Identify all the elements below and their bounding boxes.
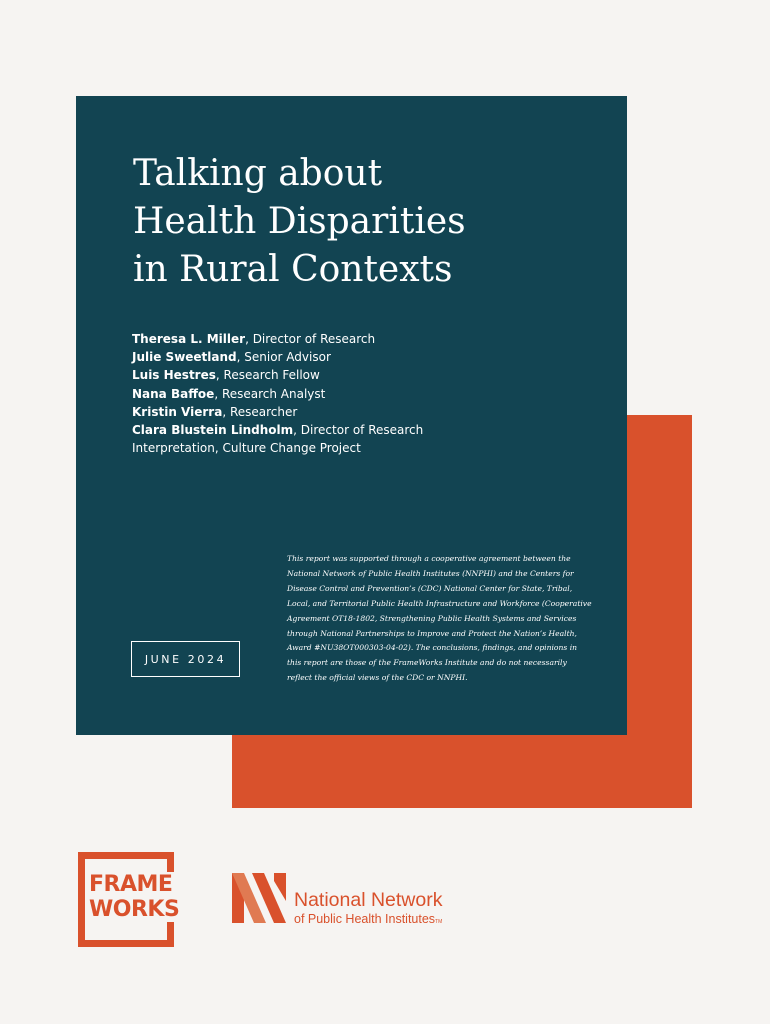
- frameworks-line-2: WORKS: [89, 897, 180, 922]
- nnphi-wordmark: [294, 889, 442, 930]
- trademark-symbol: TM: [435, 919, 443, 925]
- author-row: [132, 366, 562, 384]
- author-name: Theresa L. Miller: [132, 332, 246, 346]
- author-role: , Research Fellow: [215, 368, 320, 383]
- report-title: [133, 150, 553, 294]
- author-row: [132, 348, 562, 366]
- author-list: [132, 330, 562, 457]
- author-name: Luis Hestres: [132, 368, 216, 383]
- author-row: [132, 330, 562, 348]
- author-role: , Research Analyst: [214, 386, 326, 401]
- frameworks-line-1: FRAME: [89, 872, 173, 897]
- title-line-1: Talking about: [133, 153, 383, 194]
- author-role: , Senior Advisor: [236, 350, 331, 365]
- author-row: [132, 421, 562, 439]
- nnphi-logo-mark-icon: [230, 873, 288, 923]
- nnphi-name-line-1: National Network: [294, 889, 443, 911]
- author-role-continuation: Interpretation, Culture Change Project: [132, 441, 361, 456]
- author-name: Nana Baffoe: [132, 386, 215, 401]
- nnphi-name-line-2-text: of Public Health Institutes: [294, 912, 436, 926]
- author-row: [132, 403, 562, 421]
- nnphi-name-line-2: [294, 911, 442, 930]
- author-name: Clara Blustein Lindholm: [132, 423, 294, 438]
- author-row: [132, 385, 562, 403]
- author-role: , Director of Research: [245, 332, 376, 346]
- frameworks-logo: [78, 852, 180, 947]
- publication-date-badge: JUNE 2024: [131, 641, 240, 677]
- frameworks-wordmark: [89, 872, 183, 922]
- cover-panel: [76, 96, 627, 735]
- author-role: , Director of Research: [293, 423, 424, 438]
- author-name: Julie Sweetland: [132, 350, 237, 365]
- author-name: Kristin Vierra: [132, 404, 223, 419]
- title-line-3: in Rural Contexts: [133, 249, 453, 290]
- funding-disclaimer: This report was supported through a cooperative agreement between the National Network of Public Health Institutes (NNPHI) and the Centers for Disease Control and Prevention’s (CDC) National Center for State, Tribal, Local, and Territorial Public Health Infrastructure and Workforce (Cooperative Agreement OT18-1802, Strengthening Public Health Systems and Services through National Partnerships to Improve and Protect the Nation’s Health, Award #NU38OT000303-04-02). The conclusions, findings, and opinions in this report are those of the FrameWorks Institute and do not necessarily reflect the official views of the CDC or NNPHI.: [287, 554, 592, 683]
- title-line-2: Health Disparities: [133, 201, 466, 242]
- author-role: , Researcher: [222, 404, 298, 419]
